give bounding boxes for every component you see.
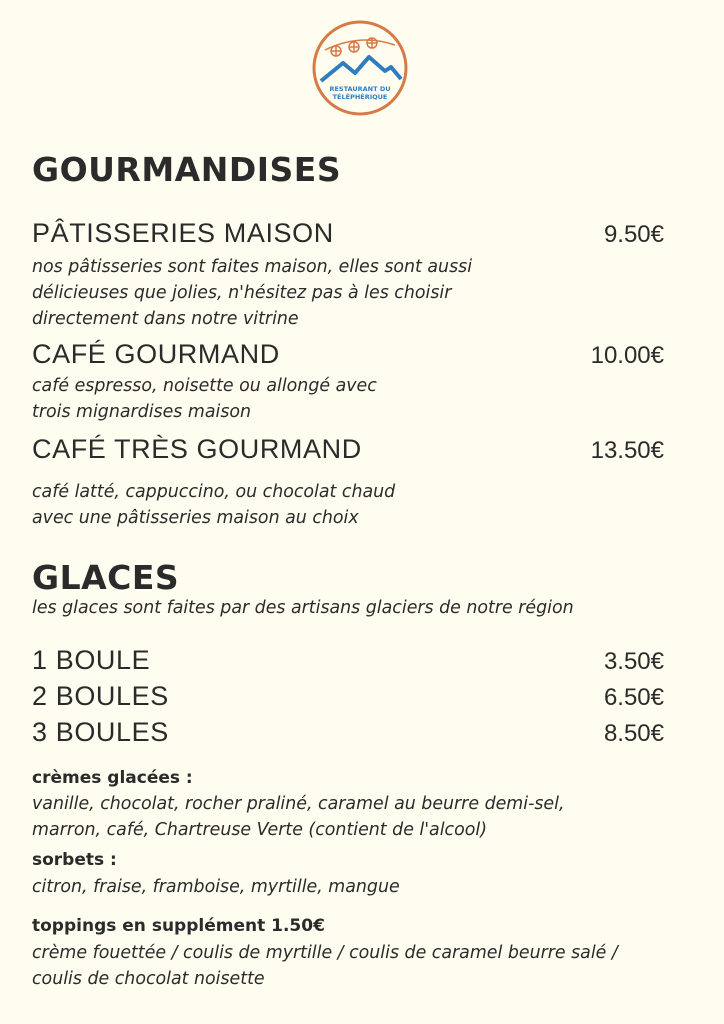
menu-item-price: 13.50€ (590, 437, 664, 464)
subtitle-line: les glaces sont faites par des artisans glaciers de notre région (32, 598, 574, 618)
flavor-line: vanille, chocolat, rocher praliné, caramel au beurre demi-sel, (32, 794, 565, 814)
menu-item-description (32, 373, 652, 425)
section-subtitle (32, 595, 652, 621)
menu-item-name: 1 BOULE (32, 645, 151, 675)
logo-emblem (311, 19, 409, 117)
menu-item-description (32, 479, 652, 531)
section-title-gourmandises: GOURMANDISES (32, 150, 342, 189)
toppings-list (32, 940, 652, 992)
flavor-line: marron, café, Chartreuse Verte (contient de l'alcool) (32, 820, 487, 840)
description-line: nos pâtisseries sont faites maison, elles sont aussi (32, 257, 473, 277)
description-line: café latté, cappuccino, ou chocolat chaud (32, 482, 396, 502)
flavor-line: citron, fraise, framboise, myrtille, mangue (32, 877, 400, 897)
menu-item-name: CAFÉ TRÈS GOURMAND (32, 434, 362, 464)
sorbets-label: sorbets : (32, 850, 117, 870)
topping-line: crème fouettée / coulis de myrtille / coulis de caramel beurre salé / (32, 943, 618, 963)
cremes-glacees-list (32, 791, 652, 843)
menu-item-price: 6.50€ (603, 684, 664, 711)
description-line: trois mignardises maison (32, 402, 252, 422)
menu-item-price: 8.50€ (603, 720, 664, 747)
description-line: café espresso, noisette ou allongé avec (32, 376, 377, 396)
menu-item-description (32, 254, 652, 332)
restaurant-logo (311, 19, 409, 117)
topping-line: coulis de chocolat noisette (32, 969, 265, 989)
logo-text-line2: TÉLÉPHÉRIQUE (332, 93, 388, 101)
menu-item-price: 9.50€ (603, 221, 664, 248)
menu-item-name: PÂTISSERIES MAISON (32, 218, 334, 248)
section-title-glaces: GLACES (32, 558, 180, 597)
sorbets-list (32, 874, 652, 900)
cremes-glacees-label: crèmes glacées : (32, 768, 193, 788)
logo-text-line1: RESTAURANT DU (329, 85, 391, 93)
menu-item-name: 3 BOULES (32, 717, 169, 747)
menu-item-name: 2 BOULES (32, 681, 169, 711)
toppings-label: toppings en supplément 1.50€ (32, 916, 325, 936)
menu-item-name: CAFÉ GOURMAND (32, 339, 280, 369)
menu-item-price: 10.00€ (590, 342, 664, 369)
menu-item-price: 3.50€ (603, 648, 664, 675)
description-line: délicieuses que jolies, n'hésitez pas à les choisir (32, 283, 452, 303)
description-line: directement dans notre vitrine (32, 309, 299, 329)
description-line: avec une pâtisseries maison au choix (32, 508, 359, 528)
